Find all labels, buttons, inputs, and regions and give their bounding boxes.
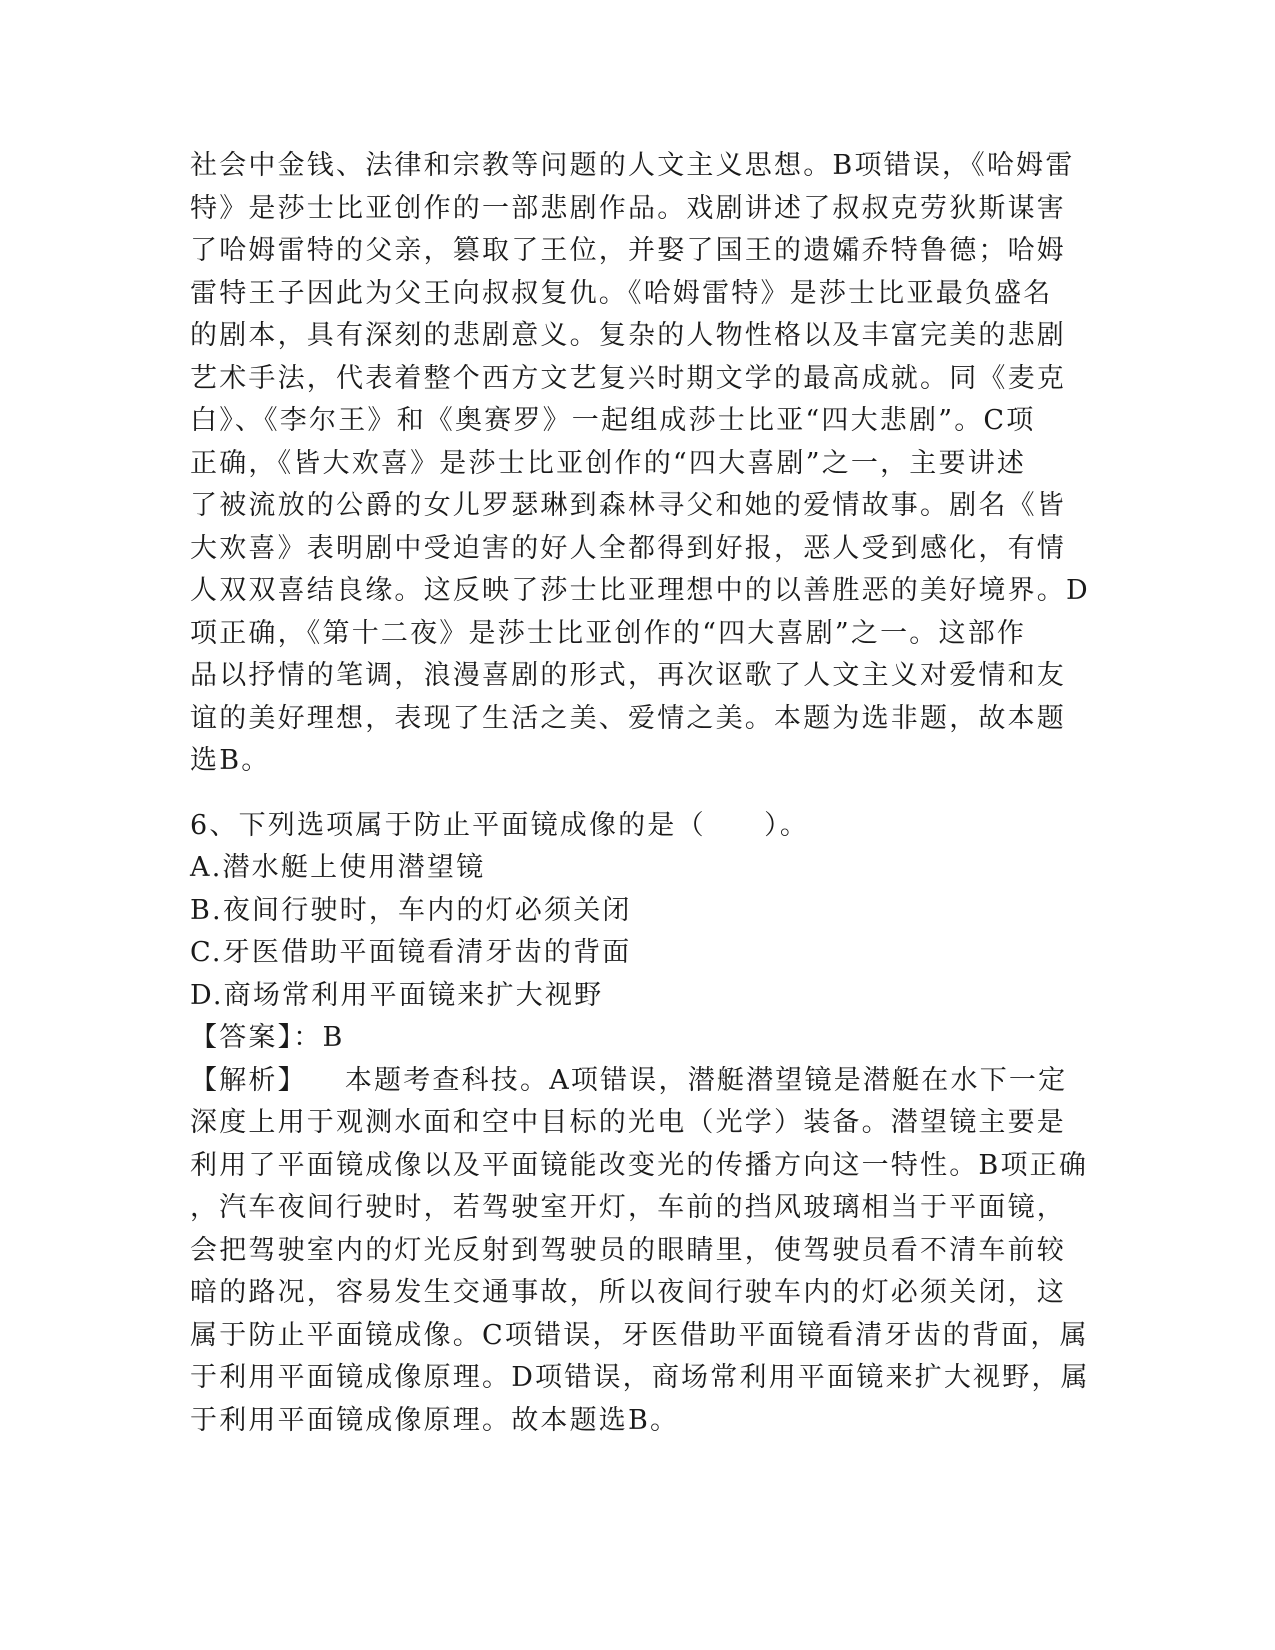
analysis-line: ，汽车夜间行驶时，若驾驶室开灯，车前的挡风玻璃相当于平面镜，: [190, 1192, 1066, 1223]
analysis-label: 【解析】: [190, 1064, 307, 1096]
text-line: 品以抒情的笔调，浪漫喜剧的形式，再次讴歌了人文主义对爱情和友: [190, 660, 1066, 691]
question-block: [190, 805, 1090, 1443]
analysis-line: 于利用平面镜成像原理。故本题选B。: [190, 1404, 680, 1436]
analysis-line: 暗的路况，容易发生交通事故，所以夜间行驶车内的灯必须关闭，这: [190, 1277, 1066, 1308]
text-line: 艺术手法，代表着整个西方文艺复兴时期文学的最高成就。同《麦克: [190, 362, 1066, 394]
text-line: 白》、《李尔王》和《奥赛罗》一起组成莎士比亚“四大悲剧”。C项: [190, 405, 1036, 436]
text-line: 雷特王子因此为父王向叔叔复仇。《哈姆雷特》是莎士比亚最负盛名: [190, 277, 1053, 309]
text-line: 谊的美好理想，表现了生活之美、爱情之美。本题为选非题，故本题: [190, 702, 1066, 734]
text-line: 特》是莎士比亚创作的一部悲剧作品。戏剧讲述了叔叔克劳狄斯谋害: [190, 192, 1066, 224]
option-b: B.夜间行驶时，车内的灯必须关闭: [190, 894, 632, 926]
analysis-line: 属于防止平面镜成像。C项错误，牙医借助平面镜看清牙齿的背面，属: [190, 1319, 1089, 1351]
section-gap: [190, 783, 1085, 805]
text-line: 社会中金钱、法律和宗教等问题的人文主义思想。B项错误，《哈姆雷: [190, 150, 1075, 181]
analysis-line: 于利用平面镜成像原理。D项错误，商场常利用平面镜来扩大视野，属: [190, 1362, 1090, 1393]
previous-explanation: [190, 145, 1090, 783]
option-a: A.潜水艇上使用潜望镜: [190, 852, 486, 883]
answer-line: [190, 1017, 1085, 1060]
analysis-line: 会把驾驶室内的灯光反射到驾驶员的眼睛里，使驾驶员看不清车前较: [190, 1234, 1066, 1266]
option-d: D.商场常利用平面镜来扩大视野: [190, 979, 604, 1011]
text-line: 选B。: [190, 745, 271, 776]
text-line: 人双双喜结良缘。这反映了莎士比亚理想中的以善胜恶的美好境界。D: [190, 575, 1090, 606]
text-line: 了哈姆雷特的父亲，篡取了王位，并娶了国王的遗孀乔特鲁德；哈姆: [190, 235, 1066, 266]
document-page: [190, 145, 1090, 1442]
text-line: 正确，《皆大欢喜》是莎士比亚创作的“四大喜剧”之一，主要讲述: [190, 447, 1027, 479]
answer-value: B: [322, 1022, 345, 1053]
analysis-text: 本题考查科技。A项错误，潜艇潜望镜是潜艇在水下一定: [344, 1064, 1068, 1096]
text-line: 的剧本，具有深刻的悲剧意义。复杂的人物性格以及丰富完美的悲剧: [190, 320, 1066, 351]
analysis-line: 利用了平面镜成像以及平面镜能改变光的传播方向这一特性。B项正确: [190, 1149, 1089, 1181]
analysis-line: 深度上用于观测水面和空中目标的光电（光学）装备。潜望镜主要是: [190, 1107, 1066, 1138]
text-line: 大欢喜》表明剧中受迫害的好人全都得到好报，恶人受到感化，有情: [190, 532, 1066, 564]
text-line: 了被流放的公爵的女儿罗瑟琳到森林寻父和她的爱情故事。剧名《皆: [190, 490, 1066, 521]
text-line: 项正确，《第十二夜》是莎士比亚创作的“四大喜剧”之一。这部作: [190, 617, 1027, 649]
analysis-first-line: [190, 1060, 1085, 1103]
answer-label: 【答案】：: [190, 1022, 323, 1053]
option-c: C.牙医借助平面镜看清牙齿的背面: [190, 937, 632, 968]
question-stem: 6、下列选项属于防止平面镜成像的是（ ）。: [190, 809, 810, 841]
